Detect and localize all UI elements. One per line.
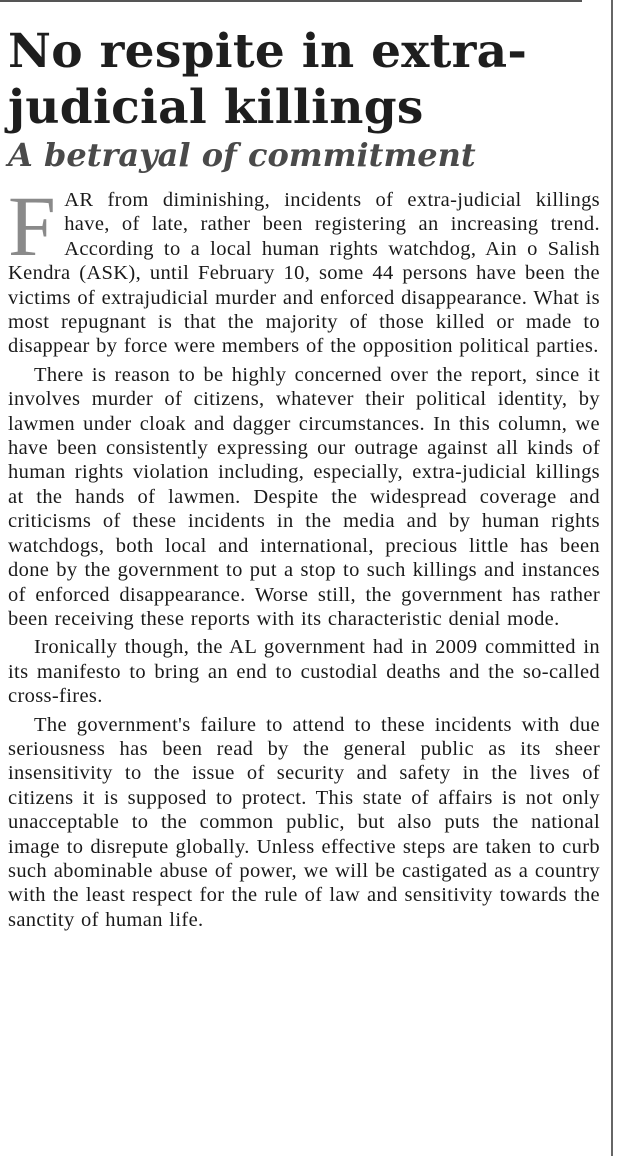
top-rule [0, 0, 582, 2]
paragraph-2: There is reason to be highly concerned over the report, since it involves murder of citizens, whatever their political identity, by lawmen under cloak and dagger circumstances. In this column, we have been consistently expressing our outrage against all kinds of human rights violation including, especially, extra-judicial killings at the hands of lawmen. Despite the widespread coverage and criticisms of these incidents in the media and by human rights watchdogs, both local and international, precious little has been done by the government to put a stop to such killings and instances of enforced disappearance. Worse still, the government has rather been receiving these reports with its characteristic denial mode. [8, 363, 600, 630]
paragraph-3: Ironically though, the AL government had in 2009 committed in its manifesto to bring an end to custodial deaths and the so-called cross-fires. [8, 636, 600, 708]
paragraph-1-text: AR from diminishing, incidents of extra-judicial killings have, of late, rather been registering an increasing trend. According to a local human rights watchdog, Ain o Salish Kendra (ASK), until February 10, some 44 persons have been the victims of extrajudicial murder and enforced disappearance. What is most repugnant is that the majority of those killed or made to disappear by force were members of the opposition political parties. [8, 189, 600, 358]
article-body [8, 178, 600, 932]
editorial-article [8, 24, 600, 936]
subheadline: A betrayal of commitment [8, 136, 476, 174]
column-rule [611, 0, 613, 1156]
headline: No respite in extra-judicial killings [8, 24, 528, 135]
drop-cap: F [8, 178, 57, 274]
paragraph-1 [8, 178, 600, 359]
paragraph-4: The government's failure to attend to these incidents with due seriousness has been read by the general public as its sheer insensitivity to the issue of security and safety in the lives of citizens it is supposed to protect. This state of affairs is not only unacceptable to the common public, but also puts the national image to disrepute globally. Unless effective steps are taken to curb such abominable abuse of power, we will be castigated as a country with the least respect for the rule of law and sensitivity towards the sanctity of human life. [8, 713, 600, 931]
